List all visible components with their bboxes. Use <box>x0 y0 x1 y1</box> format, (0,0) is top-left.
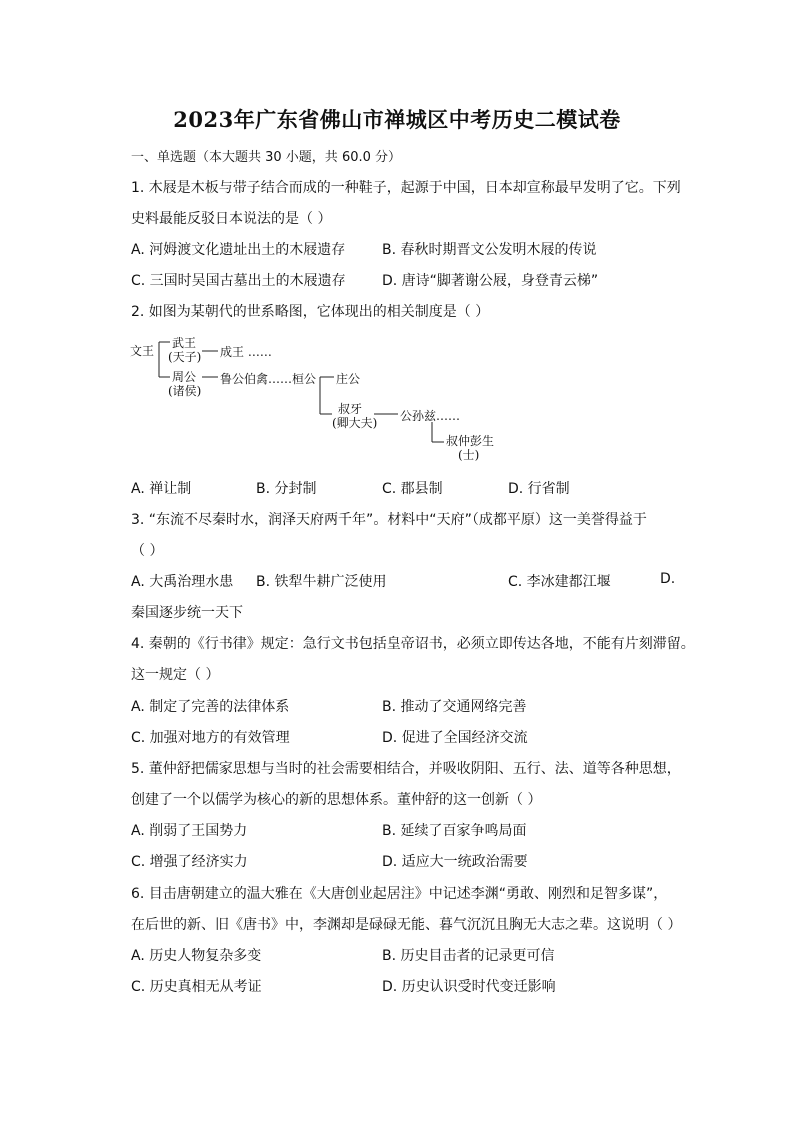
lineage-diagram <box>128 330 528 470</box>
q6-option-a: A. 历史人物复杂多变 <box>131 948 262 964</box>
q5-option-a: A. 削弱了王国势力 <box>131 823 248 839</box>
q6-stem-line2: 在后世的新、旧《唐书》中，李渊却是碌碌无能、暮气沉沉且胸无大志之辈。这说明（ ） <box>131 917 682 933</box>
q3-option-b: B. 铁犁牛耕广泛使用 <box>256 574 387 590</box>
q1-option-d: D. 唐诗“脚著谢公屐，身登青云梯” <box>382 273 599 289</box>
q4-option-d: D. 促进了全国经济交流 <box>382 730 528 746</box>
q2-stem-line1: 2. 如图为某朝代的世系略图，它体现出的相关制度是（ ） <box>131 304 490 320</box>
q4-stem-line1: 4. 秦朝的《行书律》规定：急行文书包括皇帝诏书，必须立即传达各地，不能有片刻滞留。 <box>131 636 695 652</box>
q6-option-b: B. 历史目击者的记录更可信 <box>382 948 555 964</box>
q5-option-b: B. 延续了百家争鸣局面 <box>382 823 527 839</box>
q6-stem-line1: 6. 目击唐朝建立的温大雅在《大唐创业起居注》中记述李渊“勇敢、刚烈和足智多谋”， <box>131 886 668 902</box>
tree-zhuhou: (诸侯) <box>168 384 202 398</box>
tree-zhougong: 周公 <box>172 370 197 384</box>
tree-shuya: 叔牙 <box>338 402 363 416</box>
section-heading: 一、单选题（本大题共 30 小题，共 60.0 分） <box>131 150 402 165</box>
q1-stem-line2: 史料最能反驳日本说法的是（ ） <box>131 211 332 227</box>
tree-wuwang: 武王 <box>172 336 197 350</box>
q4-option-c: C. 加强对地方的有效管理 <box>131 730 290 746</box>
q6-option-c: C. 历史真相无从考证 <box>131 979 262 995</box>
q2-option-a: A. 禅让制 <box>131 481 192 497</box>
q5-stem-line1: 5. 董仲舒把儒家思想与当时的社会需要相结合，并吸收阴阳、五行、法、道等各种思想， <box>131 761 681 777</box>
q3-option-a: A. 大禹治理水患 <box>131 574 234 590</box>
q5-option-c: C. 增强了经济实力 <box>131 854 248 870</box>
q4-stem-line2: 这一规定（ ） <box>131 667 220 683</box>
q5-stem-line2: 创建了一个以儒学为核心的新的思想体系。董仲舒的这一创新（ ） <box>131 792 542 808</box>
tree-shi: (士) <box>458 448 480 462</box>
q2-option-d: D. 行省制 <box>508 481 570 497</box>
q4-option-a: A. 制定了完善的法律体系 <box>131 699 290 715</box>
q1-option-a: A. 河姆渡文化遗址出土的木屐遗存 <box>131 242 346 258</box>
q3-stem-line1: 3. “东流不尽秦时水，润泽天府两千年”。材料中“天府”（成都平原）这一美誉得益于 <box>131 512 647 528</box>
tree-tianzi: (天子) <box>168 350 202 364</box>
q4-option-b: B. 推动了交通网络完善 <box>382 699 527 715</box>
tree-gongsunzi: 公孙兹…… <box>400 409 461 423</box>
tree-shuzhong-pengsheng: 叔仲彭生 <box>446 434 495 448</box>
q3-stem-line2: （ ） <box>131 543 164 559</box>
q3-option-d-text: 秦国逐步统一天下 <box>131 605 243 621</box>
tree-qingdafu: (卿大夫) <box>332 416 378 430</box>
tree-luboqin-huangong: 鲁公伯禽……桓公 <box>220 372 317 386</box>
page-title: 2023年广东省佛山市禅城区中考历史二模试卷 <box>173 107 621 132</box>
tree-zhuanggong: 庄公 <box>336 372 361 386</box>
q2-option-c: C. 郡县制 <box>382 481 443 497</box>
q6-option-d: D. 历史认识受时代变迁影响 <box>382 979 556 995</box>
tree-wenwang: 文王 <box>130 344 155 358</box>
tree-chengwang: 成王 …… <box>220 345 272 359</box>
q1-option-b: B. 春秋时期晋文公发明木屐的传说 <box>382 242 597 258</box>
q3-option-c: C. 李冰建都江堰 <box>508 574 611 590</box>
q1-stem-line1: 1. 木屐是木板与带子结合而成的一种鞋子，起源于中国，日本却宣称最早发明了它。下列 <box>131 180 681 196</box>
q1-option-c: C. 三国时吴国古墓出土的木屐遗存 <box>131 273 346 289</box>
q3-option-d: D. <box>660 571 676 587</box>
q2-option-b: B. 分封制 <box>256 481 317 497</box>
q5-option-d: D. 适应大一统政治需要 <box>382 854 528 870</box>
